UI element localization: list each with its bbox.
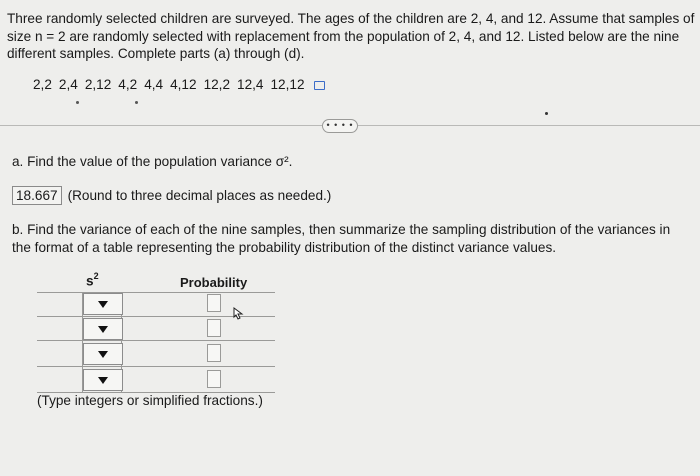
- probability-input[interactable]: [207, 319, 221, 337]
- variance-dropdown[interactable]: [83, 343, 123, 365]
- table-row-line: [37, 292, 275, 293]
- sample-item: 4,4: [144, 77, 164, 92]
- part-a-hint: (Round to three decimal places as needed.): [67, 188, 332, 203]
- table-row-line: [37, 340, 275, 341]
- sample-item: 12,4: [237, 77, 264, 92]
- chevron-down-icon: [98, 377, 108, 384]
- sample-item: 2,4: [58, 77, 78, 92]
- sample-item: 12,12: [270, 77, 305, 92]
- variance-dropdown[interactable]: [83, 293, 123, 315]
- hand-cursor-icon: [230, 306, 246, 322]
- table-header-probability: Probability: [180, 275, 248, 290]
- table-header-variance: [86, 272, 99, 289]
- stray-dot: [76, 101, 79, 104]
- probability-input[interactable]: [207, 344, 221, 362]
- variance-dropdown[interactable]: [83, 318, 123, 340]
- part-b-question: b. Find the variance of each of the nine samples, then summarize the sampling distribution of the variances in the format of a table representing the probability distribution of the distinct variance values.: [12, 222, 671, 255]
- variance-superscript: 2: [93, 271, 99, 281]
- part-a-question: a. Find the value of the population variance σ².: [12, 154, 293, 169]
- sample-item: 4,12: [170, 77, 197, 92]
- problem-statement: Three randomly selected children are surveyed. The ages of the children are 2, 4, and 12. Assume that samples of size n = 2 are randomly selected with replacement from the population of 2, 4, and 12. Listed below are the nine different samples. Complete parts (a) through (d).: [7, 11, 695, 61]
- chevron-down-icon: [98, 326, 108, 333]
- samples-list: [33, 77, 325, 92]
- expand-more-button[interactable]: • • • •: [322, 119, 358, 133]
- sample-item: 4,2: [118, 77, 138, 92]
- sample-item: 2,12: [84, 77, 112, 92]
- sample-item: 2,2: [33, 77, 52, 92]
- stray-dot: [545, 112, 548, 115]
- probability-input[interactable]: [207, 294, 221, 312]
- copy-icon[interactable]: [314, 81, 325, 90]
- variance-dropdown[interactable]: [83, 369, 123, 391]
- part-a-answer-field[interactable]: 18.667: [12, 186, 62, 205]
- chevron-down-icon: [98, 301, 108, 308]
- chevron-down-icon: [98, 351, 108, 358]
- part-b-note: (Type integers or simplified fractions.): [37, 393, 263, 408]
- part-a-answer-row: [12, 186, 331, 205]
- stray-dot: [135, 101, 138, 104]
- variance-symbol: s: [86, 273, 94, 289]
- probability-input[interactable]: [207, 370, 221, 388]
- table-row-line: [37, 366, 275, 367]
- sample-item: 12,2: [203, 77, 231, 92]
